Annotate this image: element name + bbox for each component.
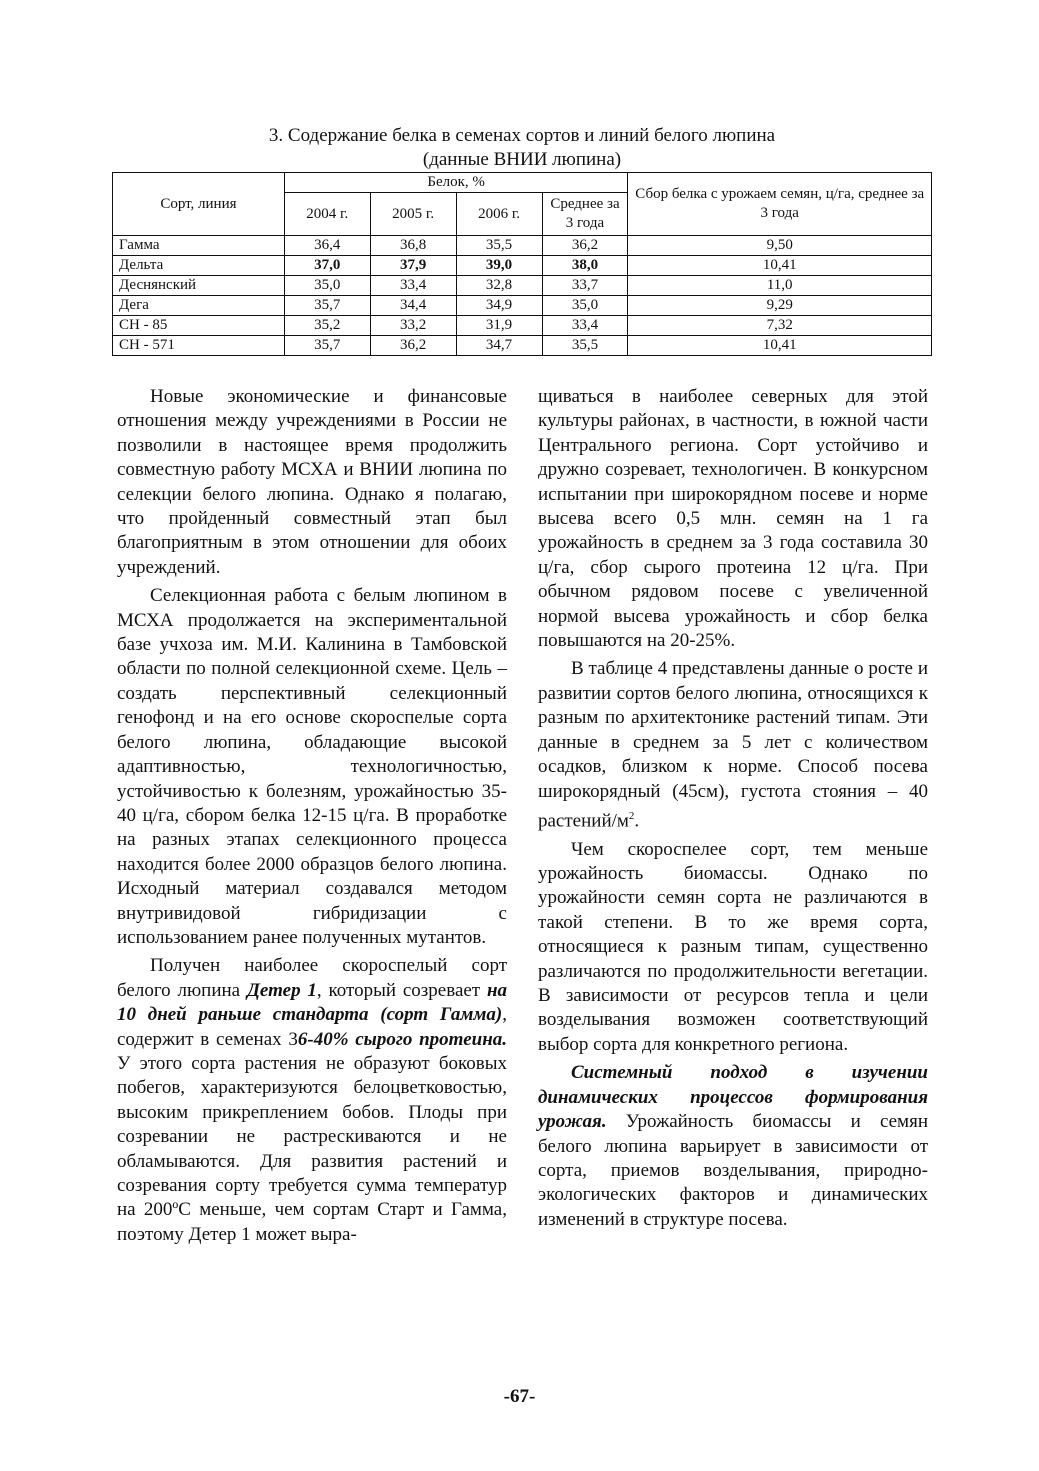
cell-2004: 36,4	[284, 236, 370, 256]
cell-2005: 37,9	[370, 256, 456, 276]
cell-2005: 36,8	[370, 236, 456, 256]
section-heading: Системный подход в изучении динамических процессов формирования урожая.	[538, 1062, 928, 1133]
paragraph: Чем скороспелее сорт, тем меньше урожайность биомассы. Однако по урожайности семян сорта не различаются в такой степени. В то же время сорта, относящиеся к разным типам, существенно различаются по продолжительности вегетации. В зависимости от ресурсов тепла и цели возделывания возможен соответствующий выбор сорта для конкретного региона.	[538, 838, 928, 1055]
variety-name-emphasis: Детер 1	[246, 979, 317, 1001]
table-row	[113, 296, 932, 316]
cell-average: 33,7	[542, 276, 628, 296]
cell-yield: 10,41	[628, 256, 932, 276]
header-variety: Сорт, линия	[113, 173, 285, 236]
paragraph	[117, 954, 507, 1247]
cell-2006: 39,0	[456, 256, 542, 276]
cell-2005: 33,4	[370, 276, 456, 296]
paragraph: Новые экономические и финансовые отношения между учреждениями в России не позволили в настоящее время продолжить совместную работу МСХА и ВНИИ люпина по селекции белого люпина. Однако я полагаю, что пройденный совместный этап был благоприятным в этом отношении для обоих учреждений.	[117, 386, 507, 578]
table-caption	[112, 124, 932, 172]
table-row	[113, 336, 932, 356]
header-2006: 2006 г.	[456, 193, 542, 236]
cell-yield: 9,29	[628, 296, 932, 316]
cell-name: Гамма	[113, 236, 285, 256]
cell-2004: 35,2	[284, 316, 370, 336]
cell-2005: 33,2	[370, 316, 456, 336]
table-header-row	[113, 173, 932, 193]
cell-yield: 10,41	[628, 336, 932, 356]
header-protein: Белок, %	[284, 173, 628, 193]
cell-2005: 34,4	[370, 296, 456, 316]
cell-name: Деснянский	[113, 276, 285, 296]
paragraph: щиваться в наиболее северных для этой культуры районах, в частности, в южной части Центрального региона. Сорт устойчиво и дружно созревает, технологичен. В конкурсном испытании при широкорядном посеве и норме высева всего 0,5 млн. семян на 1 га урожайность в среднем за 3 года составила 30 ц/га, сбор сырого протеина 12 ц/га. При обычном рядовом посеве с увеличенной нормой высева урожайность и сбор белка повышаются на 20-25%.	[538, 386, 928, 652]
left-column	[117, 385, 507, 1247]
paragraph	[538, 657, 928, 833]
table-row	[113, 316, 932, 336]
text-run: , содержит в семенах 3	[117, 1004, 507, 1050]
protein-emphasis: 6-40% сырого протеина.	[297, 1028, 507, 1050]
header-2004: 2004 г.	[284, 193, 370, 236]
right-column	[538, 385, 928, 1232]
paragraph	[538, 1061, 928, 1232]
header-average: Среднее за 3 года	[542, 193, 628, 236]
text-run: .	[634, 810, 640, 832]
cell-2004: 35,7	[284, 296, 370, 316]
text-run: В таблице 4 представлены данные о росте и развитии сортов белого люпина, относящихся к разным по архитектонике растений типам. Эти данные в среднем за 5 лет с количеством осадков, близком к норме. Способ посева широкорядный (45см), густота стояния – 40 растений/м	[538, 658, 928, 832]
cell-2006: 35,5	[456, 236, 542, 256]
cell-average: 33,4	[542, 316, 628, 336]
paragraph: Селекционная работа с белым люпином в МСХА продолжается на экспериментальной базе учхоза им. М.И. Калинина в Тамбовской области по полной селекционной схеме. Цель – создать перспективный селекционный генофонд и на его основе скороспелые сорта белого люпина, обладающие высокой адаптивностью, технологичностью, устойчивостью к болезням, урожайностью 35-40 ц/га, сбором белка 12-15 ц/га. В проработке на разных этапах селекционного процесса находится более 2000 образцов белого люпина. Исходный материал создавался методом внутривидовой гибридизации с использованием ранее полученных мутантов.	[117, 585, 507, 948]
page-number: -67-	[503, 1386, 536, 1407]
text-run: У этого сорта растения не образуют боковых побегов, характеризуются белоцветковостью, высоким прикреплением бобов. Плоды при созревании не растрескиваются и не обламываются. Для развития растений и созревания сорту требуется сумма температур на 200ºС меньше, чем сортам Старт и Гамма, поэтому Детер 1 может выра-	[117, 1052, 507, 1245]
table-row	[113, 276, 932, 296]
cell-2004: 35,0	[284, 276, 370, 296]
table-title: 3. Содержание белка в семенах сортов и линий белого люпина	[268, 125, 776, 146]
text-run: , который созревает	[316, 979, 487, 1001]
cell-2004: 35,7	[284, 336, 370, 356]
cell-yield: 7,32	[628, 316, 932, 336]
superscript: 2	[628, 809, 635, 822]
table-subtitle: (данные ВНИИ люпина)	[422, 149, 622, 170]
header-2005: 2005 г.	[370, 193, 456, 236]
cell-average: 38,0	[542, 256, 628, 276]
text-run: Получен наиболее скороспелый сорт белого люпина	[117, 955, 507, 1001]
cell-average: 35,0	[542, 296, 628, 316]
cell-2006: 34,7	[456, 336, 542, 356]
cell-name: Дельта	[113, 256, 285, 276]
cell-2004: 37,0	[284, 256, 370, 276]
cell-average: 36,2	[542, 236, 628, 256]
ripening-emphasis: на 10 дней раньше стандарта (сорт Гамма)	[117, 979, 508, 1026]
table-row	[113, 256, 932, 276]
cell-yield: 9,50	[628, 236, 932, 256]
cell-2005: 36,2	[370, 336, 456, 356]
header-yield: Сбор белка с урожаем семян, ц/га, среднее за 3 года	[628, 173, 932, 236]
cell-name: СН - 571	[113, 336, 285, 356]
cell-2006: 34,9	[456, 296, 542, 316]
cell-name: СН - 85	[113, 316, 285, 336]
cell-2006: 32,8	[456, 276, 542, 296]
table-row	[113, 236, 932, 256]
cell-average: 35,5	[542, 336, 628, 356]
cell-2006: 31,9	[456, 316, 542, 336]
cell-name: Дега	[113, 296, 285, 316]
protein-table	[112, 172, 932, 356]
cell-yield: 11,0	[628, 276, 932, 296]
text-run: Урожайность биомассы и семян белого люпина варьирует в зависимости от сорта, приемов возделывания, природно-экологических факторов и динамических изменений в структуре посева.	[538, 1111, 928, 1230]
